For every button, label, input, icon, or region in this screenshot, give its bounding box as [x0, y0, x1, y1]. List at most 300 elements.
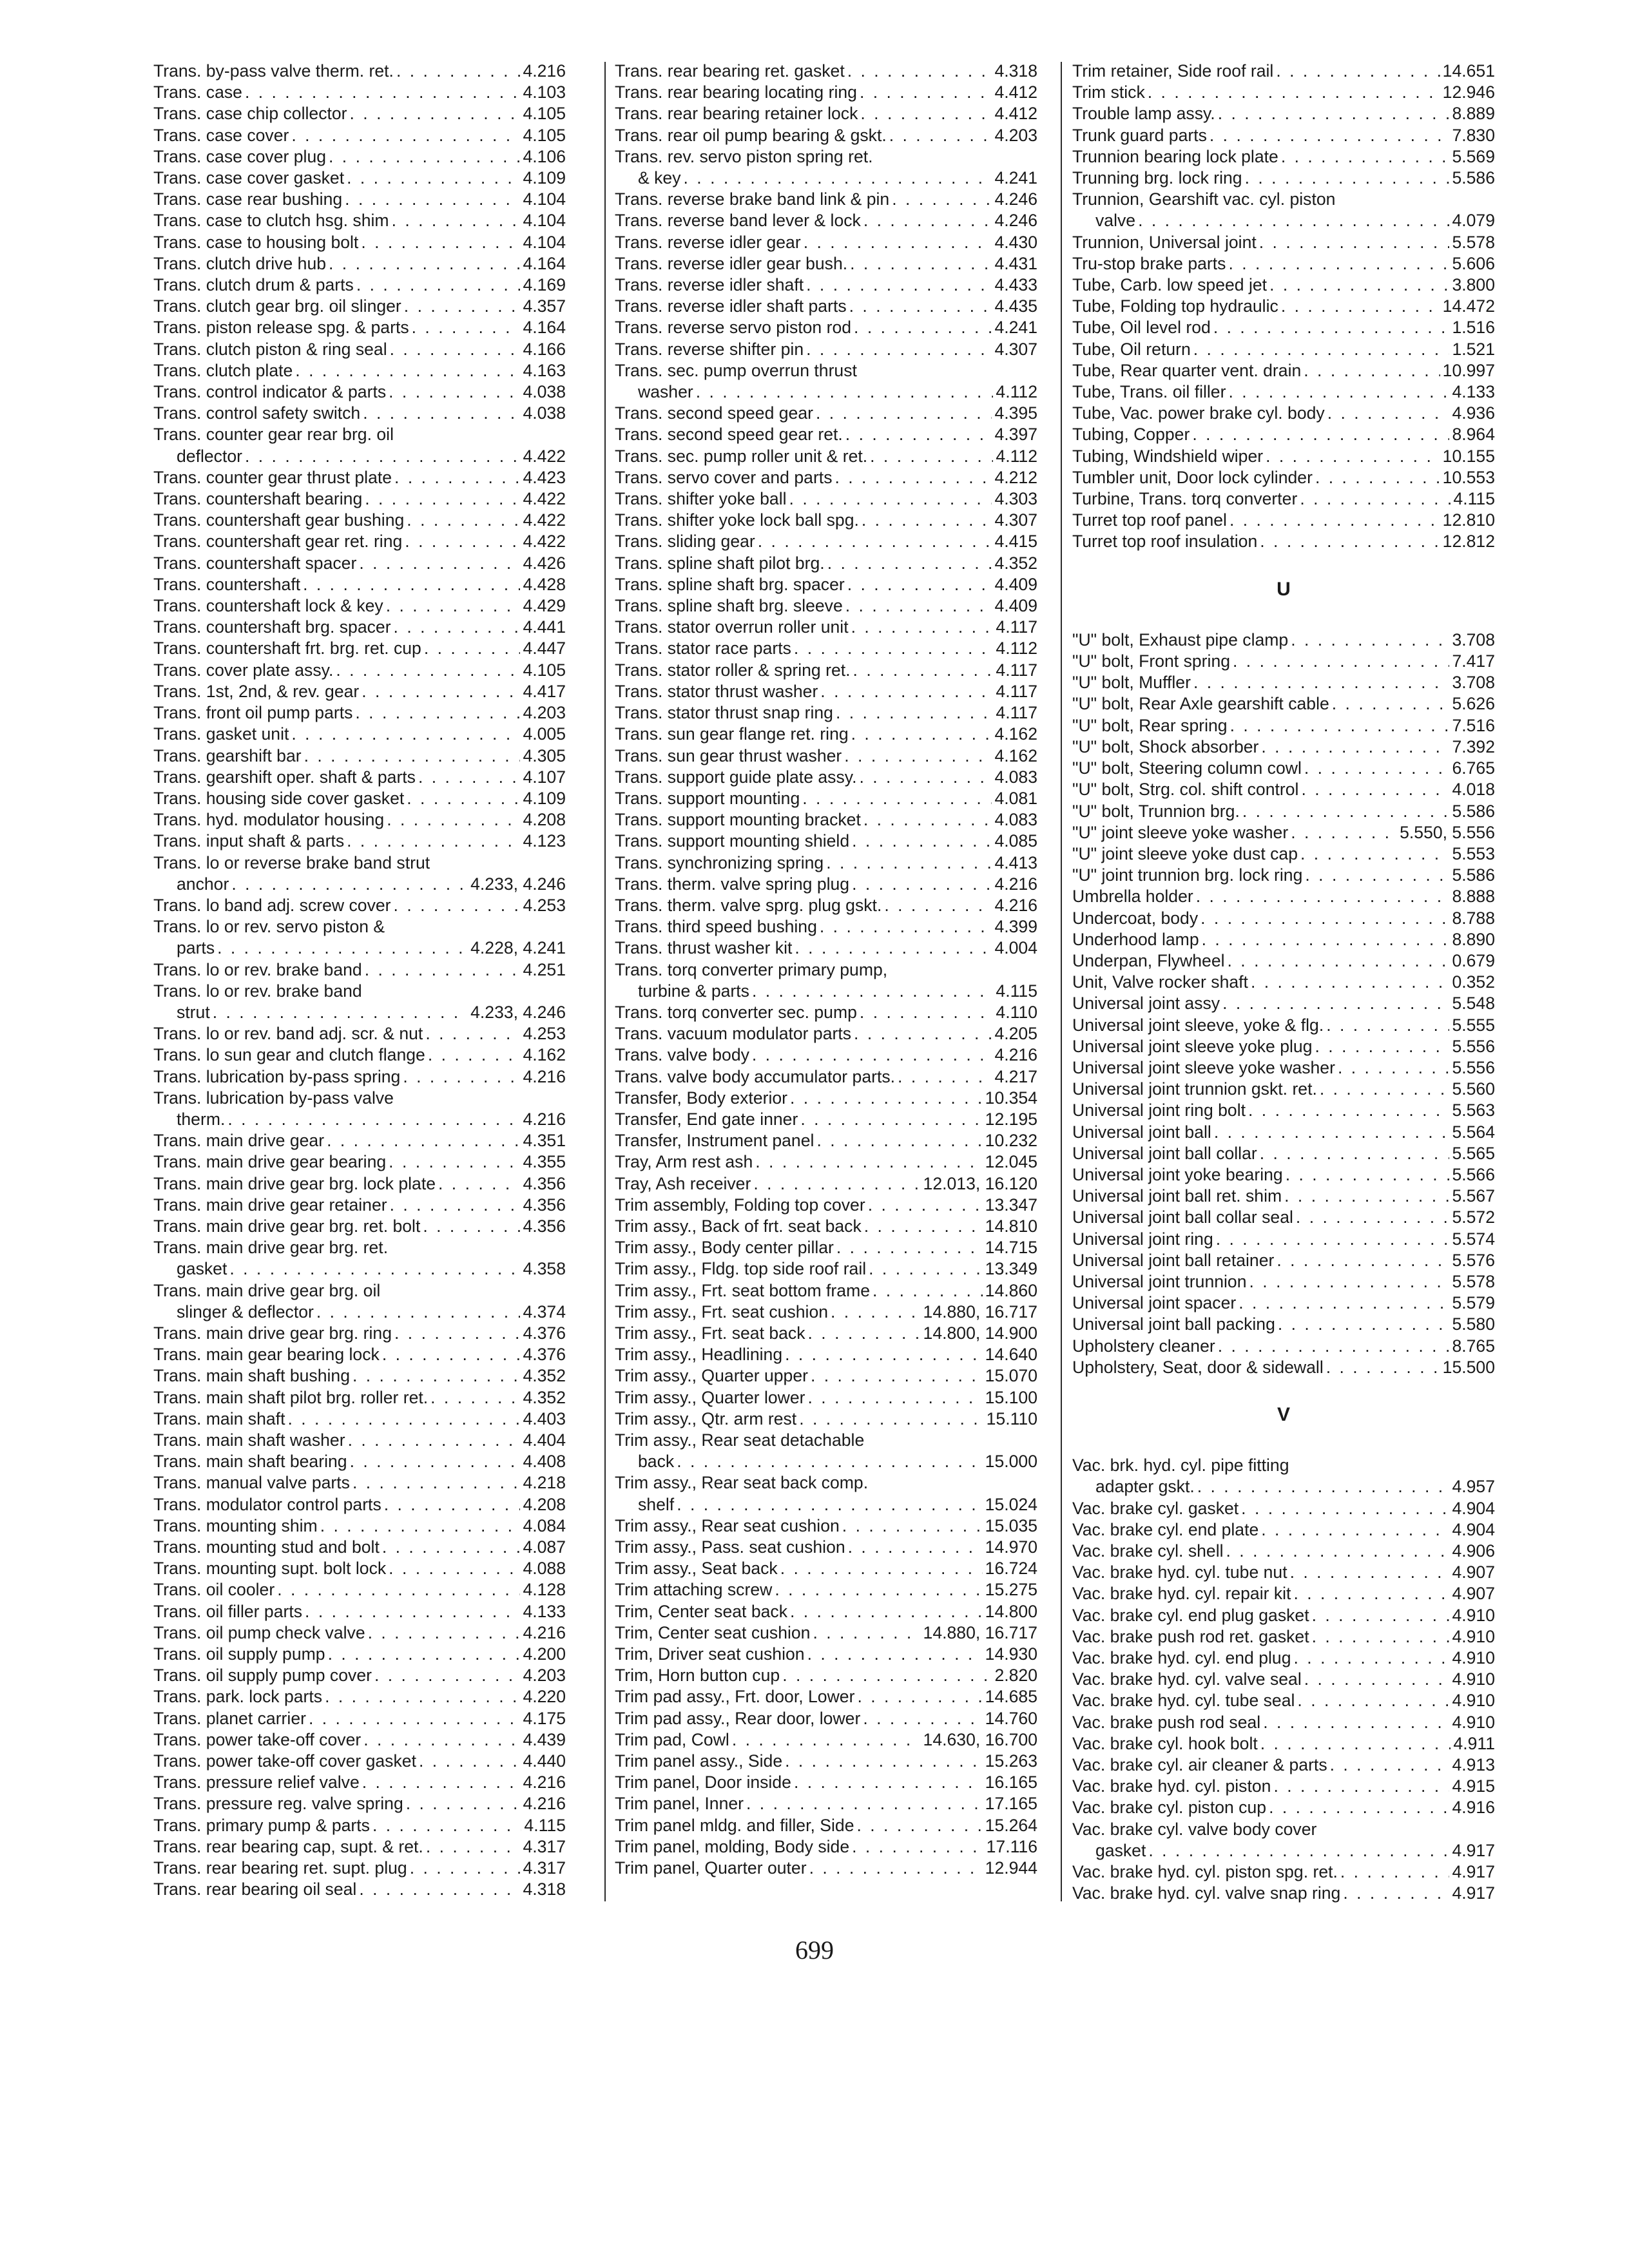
entry-name: Vac. brake hyd. cyl. piston	[1072, 1776, 1271, 1796]
index-entry	[615, 788, 1037, 809]
dot-leader	[1218, 1336, 1450, 1357]
index-entry	[615, 253, 1037, 274]
entry-name: Turbine, Trans. torq converter	[1072, 489, 1298, 509]
entry-page-ref: 4.212	[994, 467, 1037, 487]
index-entry	[153, 702, 566, 724]
index-entry	[615, 1237, 1037, 1258]
index-entry	[153, 617, 566, 638]
index-entry	[615, 1023, 1037, 1044]
index-entry	[153, 1622, 566, 1644]
entry-page-ref: 4.166	[523, 339, 566, 359]
dot-leader	[305, 1601, 520, 1622]
index-entry	[615, 660, 1037, 681]
entry-page-ref: 4.408	[523, 1452, 566, 1472]
dot-leader	[428, 1044, 521, 1066]
index-entry	[615, 232, 1037, 253]
entry-name: Trim assy., Back of frt. seat back	[615, 1216, 862, 1236]
index-entry	[153, 1793, 566, 1814]
entry-page-ref: 8.788	[1452, 908, 1495, 928]
entry-page-ref: 4.358	[523, 1259, 566, 1279]
entry-name: Trim assy., Qtr. arm rest	[615, 1408, 797, 1428]
index-entry	[1072, 1293, 1495, 1314]
entry-name: Trans. gearshift bar	[153, 745, 302, 765]
index-entry	[1072, 1250, 1495, 1271]
entry-page-ref: 4.105	[523, 125, 566, 145]
index-entry	[153, 595, 566, 617]
dot-leader	[348, 1430, 521, 1451]
entry-name: Turret top roof panel	[1072, 510, 1227, 530]
dot-leader	[382, 1344, 521, 1365]
index-entry	[615, 1002, 1037, 1023]
index-entry	[615, 852, 1037, 874]
entry-name: Trans. rear bearing oil seal	[153, 1879, 357, 1899]
entry-name: Trim, Driver seat cushion	[615, 1644, 805, 1664]
entry-page-ref: 4.246	[994, 189, 1037, 209]
index-entry	[153, 937, 566, 959]
index-entry	[615, 1258, 1037, 1280]
index-entry	[153, 1023, 566, 1044]
index-entry	[615, 1344, 1037, 1365]
dot-leader	[782, 1665, 992, 1686]
entry-page-ref: 4.216	[523, 1794, 566, 1814]
dot-leader	[785, 1751, 983, 1772]
index-entry	[615, 724, 1037, 745]
index-entry	[153, 146, 566, 168]
entry-name: Transfer, Instrument panel	[615, 1131, 815, 1151]
dot-leader	[831, 1302, 921, 1323]
entry-page-ref: 4.910	[1452, 1712, 1495, 1732]
index-entry	[153, 1365, 566, 1387]
entry-name: "U" bolt, Exhaust pipe clamp	[1072, 629, 1289, 649]
entry-name: "U" bolt, Muffler	[1072, 673, 1191, 693]
entry-page-ref: 10.354	[985, 1088, 1037, 1108]
entry-page-ref: 4.906	[1452, 1541, 1495, 1561]
entry-name: Tube, Rear quarter vent. drain	[1072, 360, 1302, 380]
dot-leader	[1315, 467, 1440, 488]
dot-leader	[389, 1151, 520, 1173]
dot-leader	[863, 1708, 982, 1729]
dot-leader	[790, 1088, 983, 1109]
entry-name: "U" bolt, Rear Axle gearshift cable	[1072, 694, 1329, 714]
entry-name: Trans. gasket unit	[153, 724, 289, 744]
entry-name: Trans. 1st, 2nd, & rev. gear	[153, 681, 360, 701]
entry-page-ref: 5.586	[1452, 168, 1495, 188]
entry-name: Tumbler unit, Door lock cylinder	[1072, 467, 1313, 487]
entry-name: Trans. by-pass valve therm. ret.	[153, 61, 394, 81]
entry-name: Universal joint ball collar	[1072, 1143, 1257, 1163]
entry-name: Trans. rear bearing cap, supt. & ret.	[153, 1836, 423, 1856]
index-entry	[615, 488, 1037, 510]
dot-leader	[752, 981, 993, 1002]
entry-name: Trim assy., Frt. seat back	[615, 1323, 805, 1343]
entry-page-ref: 4.251	[523, 959, 566, 979]
index-entry	[153, 1515, 566, 1537]
entry-page-ref: 4.351	[523, 1131, 566, 1151]
dot-leader	[732, 1729, 921, 1751]
index-entry	[1072, 168, 1495, 189]
entry-page-ref: 4.105	[523, 660, 566, 680]
entry-name: Trans. case	[153, 82, 242, 102]
index-entry	[615, 210, 1037, 231]
index-entry	[615, 82, 1037, 103]
dot-leader	[1210, 125, 1450, 146]
index-entry	[153, 381, 566, 403]
index-entry	[1072, 1583, 1495, 1604]
entry-name: Undercoat, body	[1072, 908, 1199, 928]
entry-page-ref: 7.417	[1452, 651, 1495, 671]
index-entry	[615, 1066, 1037, 1088]
index-entry	[153, 1879, 566, 1900]
index-entry	[153, 1430, 566, 1451]
index-entry	[1072, 103, 1495, 124]
entry-name: Trans. main drive gear	[153, 1131, 325, 1151]
dot-leader	[1260, 531, 1440, 552]
entry-page-ref: 4.431	[994, 253, 1037, 273]
index-entry-heading: Trunnion, Gearshift vac. cyl. piston	[1072, 189, 1336, 209]
dot-leader	[231, 874, 468, 895]
entry-page-ref: 15.110	[986, 1408, 1037, 1428]
dot-leader	[1242, 801, 1450, 822]
entry-name: Universal joint ball retainer	[1072, 1250, 1275, 1270]
index-entry	[1072, 1712, 1495, 1733]
dot-leader	[355, 702, 520, 724]
entry-page-ref: 4.352	[523, 1366, 566, 1386]
entry-name: Trans. countershaft frt. brg. ret. cup	[153, 639, 421, 658]
entry-page-ref: 17.165	[985, 1794, 1037, 1814]
entry-name: Trans. clutch piston & ring seal	[153, 339, 387, 359]
index-entry	[1072, 1626, 1495, 1648]
index-entry	[615, 702, 1037, 724]
index-entry	[1072, 1562, 1495, 1583]
index-entry	[615, 1494, 1037, 1515]
entry-name: Universal joint ball collar seal	[1072, 1207, 1293, 1227]
index-entry	[153, 296, 566, 317]
entry-page-ref: 15.264	[985, 1815, 1037, 1835]
dot-leader	[1229, 510, 1440, 531]
entry-name: Trans. pressure reg. valve spring	[153, 1794, 403, 1814]
entry-page-ref: 4.917	[1452, 1862, 1495, 1882]
index-entry	[153, 1387, 566, 1408]
index-entry	[1072, 61, 1495, 82]
entry-page-ref: 4.910	[1452, 1626, 1495, 1646]
entry-page-ref: 15.035	[985, 1515, 1037, 1535]
entry-page-ref: 15.000	[985, 1452, 1037, 1472]
index-entry	[1072, 1754, 1495, 1776]
index-entry	[615, 1537, 1037, 1558]
index-entry	[153, 125, 566, 146]
index-entry	[1072, 801, 1495, 822]
index-entry	[615, 317, 1037, 338]
entry-name: Trans. case to clutch hsg. shim	[153, 211, 389, 231]
index-entry	[1072, 488, 1495, 510]
dot-leader	[851, 724, 992, 745]
dot-leader	[1138, 210, 1449, 231]
entry-name: Trans. manual valve parts	[153, 1473, 350, 1493]
entry-page-ref: 4.246	[994, 211, 1037, 231]
entry-page-ref: 14.472	[1442, 296, 1495, 316]
index-entry	[1072, 1605, 1495, 1626]
index-entry	[1072, 993, 1495, 1014]
index-entry	[615, 1173, 1037, 1195]
entry-name: Trans. countershaft lock & key	[153, 596, 383, 616]
dot-leader	[424, 638, 521, 659]
entry-page-ref: 8.888	[1452, 887, 1495, 907]
entry-page-ref: 4.307	[994, 339, 1037, 359]
dot-leader	[851, 617, 994, 638]
dot-leader	[1290, 1562, 1450, 1583]
index-entry	[1072, 1476, 1495, 1497]
dot-leader	[696, 381, 994, 403]
index-entry	[153, 1751, 566, 1772]
index-entry	[153, 1066, 566, 1088]
entry-name: Trans. synchronizing spring	[615, 852, 824, 872]
entry-name: Trim assembly, Folding top cover	[615, 1195, 865, 1215]
entry-name: Trim attaching screw	[615, 1580, 773, 1600]
dot-leader	[836, 702, 993, 724]
entry-page-ref: 13.347	[985, 1195, 1037, 1215]
dot-leader	[245, 82, 520, 103]
dot-leader	[329, 146, 520, 168]
entry-page-ref: 4.115	[1453, 489, 1495, 509]
entry-page-ref: 4.203	[994, 125, 1037, 145]
entry-name: Transfer, End gate inner	[615, 1109, 798, 1129]
entry-name: Universal joint ring bolt	[1072, 1100, 1246, 1120]
entry-page-ref: 4.088	[523, 1559, 566, 1579]
entry-page-ref: 4.397	[994, 425, 1037, 445]
entry-name: Trans. countershaft brg. spacer	[153, 617, 391, 637]
index-column-1	[153, 61, 566, 1900]
entry-name: Vac. brake hyd. cyl. piston spg. ret.	[1072, 1862, 1338, 1882]
dot-leader	[820, 681, 993, 702]
entry-name: Trans. therm. valve sprg. plug gskt.	[615, 895, 882, 915]
index-entry	[153, 210, 566, 231]
entry-name: anchor	[177, 874, 229, 894]
index-entry	[153, 895, 566, 916]
entry-name: Upholstery, Seat, door & sidewall	[1072, 1357, 1324, 1377]
entry-name: Trans. thrust washer kit	[615, 938, 793, 958]
entry-name: Trans. main drive gear brg. ret. bolt	[153, 1216, 421, 1236]
entry-name: Trim pad, Cowl	[615, 1729, 729, 1749]
entry-name: Trans. reverse servo piston rod	[615, 318, 852, 338]
index-entry	[1072, 950, 1495, 972]
entry-page-ref: 4.083	[994, 810, 1037, 830]
index-entry	[615, 125, 1037, 146]
index-entry	[153, 1729, 566, 1751]
dot-leader	[1222, 993, 1449, 1014]
entry-page-ref: 4.208	[523, 1494, 566, 1514]
dot-leader	[870, 446, 993, 467]
index-entry-heading: Trans. rev. servo piston spring ret.	[615, 146, 873, 166]
entry-name: Trans. therm. valve spring plug	[615, 874, 850, 894]
index-entry	[1072, 1036, 1495, 1057]
entry-page-ref: 4.441	[523, 617, 566, 637]
dot-leader	[1304, 1669, 1450, 1690]
dot-leader	[374, 1665, 520, 1686]
entry-name: Trans. shifter yoke lock ball spg.	[615, 510, 859, 530]
index-entry	[1072, 908, 1495, 929]
dot-leader	[863, 210, 992, 231]
entry-name: "U" bolt, Trunnion brg.	[1072, 801, 1240, 821]
dot-leader	[857, 1686, 982, 1707]
index-entry	[153, 1109, 566, 1130]
dot-leader	[847, 61, 992, 82]
dot-leader	[1260, 1143, 1450, 1164]
dot-leader	[227, 1109, 520, 1130]
entry-name: Trans. main gear bearing lock	[153, 1345, 380, 1365]
entry-page-ref: 15.275	[985, 1580, 1037, 1600]
entry-name: Universal joint sleeve, yoke & flg.	[1072, 1015, 1324, 1035]
index-entry	[615, 1302, 1037, 1323]
dot-leader	[1320, 1079, 1450, 1100]
dot-leader	[1312, 1605, 1450, 1626]
entry-name: Universal joint spacer	[1072, 1293, 1237, 1313]
dot-leader	[1277, 1250, 1449, 1271]
entry-name: Trunnion bearing lock plate	[1072, 146, 1278, 166]
entry-page-ref: 14.880, 16.717	[923, 1622, 1037, 1642]
index-entry	[1072, 1498, 1495, 1519]
dot-leader	[1291, 629, 1449, 651]
dot-leader	[1233, 651, 1449, 672]
dot-leader	[836, 1237, 983, 1258]
dot-leader	[795, 937, 992, 959]
index-entry	[615, 1151, 1037, 1173]
entry-page-ref: 4.422	[523, 510, 566, 530]
entry-page-ref: 4.228, 4.241	[470, 938, 566, 958]
dot-leader	[758, 531, 992, 552]
index-entry	[615, 895, 1037, 916]
dot-leader	[394, 895, 521, 916]
entry-page-ref: 5.565	[1452, 1143, 1495, 1163]
index-entry	[153, 809, 566, 831]
dot-leader	[291, 125, 520, 146]
entry-page-ref: 5.556	[1452, 1057, 1495, 1077]
index-entry	[1072, 125, 1495, 146]
entry-page-ref: 4.435	[994, 296, 1037, 316]
entry-page-ref: 4.084	[523, 1515, 566, 1535]
entry-page-ref: 14.760	[985, 1708, 1037, 1728]
index-entry	[153, 488, 566, 510]
entry-page-ref: 4.422	[523, 446, 566, 466]
entry-name: Trunnion, Universal joint	[1072, 232, 1257, 252]
entry-name: Vac. brake cyl. gasket	[1072, 1498, 1239, 1518]
entry-name: Trans. valve body	[615, 1045, 749, 1065]
entry-name: Tube, Carb. low speed jet	[1072, 275, 1268, 295]
entry-name: Trim stick	[1072, 82, 1145, 102]
entry-name: Trans. planet carrier	[153, 1708, 306, 1728]
entry-name: Trans. vacuum modulator parts	[615, 1024, 852, 1044]
dot-leader	[328, 1644, 521, 1665]
entry-page-ref: 4.957	[1452, 1477, 1495, 1497]
entry-name: Trans. case chip collector	[153, 104, 347, 124]
entry-name: Trim panel, Inner	[615, 1794, 744, 1814]
entry-name: Universal joint trunnion	[1072, 1271, 1247, 1291]
index-entry	[153, 1858, 566, 1879]
dot-leader	[1326, 1015, 1449, 1036]
dot-leader	[755, 1151, 982, 1173]
dot-leader	[862, 510, 992, 531]
entry-name: Trans. lo sun gear and clutch flange	[153, 1045, 425, 1065]
entry-name: Vac. brake push rod ret. gasket	[1072, 1626, 1309, 1646]
dot-leader	[852, 1836, 984, 1858]
entry-page-ref: 13.349	[985, 1259, 1037, 1279]
index-entry	[153, 61, 566, 82]
entry-page-ref: 4.907	[1452, 1584, 1495, 1604]
entry-name: Trim, Horn button cup	[615, 1666, 780, 1686]
index-entry	[615, 874, 1037, 895]
index-entry	[153, 339, 566, 360]
dot-leader	[852, 831, 992, 852]
entry-name: Trim assy., Quarter lower	[615, 1387, 805, 1407]
entry-name: Universal joint ball	[1072, 1122, 1211, 1142]
entry-page-ref: 4.422	[523, 489, 566, 509]
dot-leader	[1202, 929, 1450, 950]
entry-name: Trans. countershaft	[153, 574, 301, 594]
entry-page-ref: 12.946	[1442, 82, 1495, 102]
dot-leader	[752, 1044, 992, 1066]
entry-name: Trans. clutch drum & parts	[153, 275, 354, 295]
index-entry	[153, 103, 566, 124]
dot-leader	[864, 1216, 983, 1237]
index-entry	[153, 1644, 566, 1665]
dot-leader	[350, 1451, 521, 1472]
dot-leader	[1200, 908, 1449, 929]
entry-page-ref: 5.574	[1452, 1229, 1495, 1249]
entry-name: Trans. sun gear thrust washer	[615, 745, 842, 765]
index-entry	[153, 274, 566, 296]
entry-page-ref: 4.253	[523, 1024, 566, 1044]
entry-name: Umbrella holder	[1072, 887, 1193, 907]
entry-page-ref: 5.566	[1452, 1164, 1495, 1184]
entry-page-ref: 5.564	[1452, 1122, 1495, 1142]
entry-page-ref: 4.404	[523, 1430, 566, 1450]
entry-name: Trans. housing side cover gasket	[153, 788, 405, 808]
dot-leader	[789, 488, 992, 510]
dot-leader	[1214, 1122, 1450, 1143]
dot-leader	[394, 1323, 520, 1344]
index-entry-heading: Trans. counter gear rear brg. oil	[153, 425, 394, 445]
index-entry	[153, 1216, 566, 1237]
entry-name: Trans. case cover plug	[153, 146, 327, 166]
index-entry	[1072, 82, 1495, 103]
entry-name: Tube, Folding top hydraulic	[1072, 296, 1278, 316]
entry-name: Trans. main drive gear retainer	[153, 1195, 387, 1215]
index-entry	[1072, 693, 1495, 715]
entry-name: Universal joint ball packing	[1072, 1314, 1275, 1334]
dot-leader	[1245, 168, 1450, 189]
dot-leader	[229, 1258, 520, 1280]
index-entry	[615, 1088, 1037, 1109]
index-entry	[1072, 1519, 1495, 1541]
index-column-2	[615, 61, 1037, 1879]
index-entry	[153, 1344, 566, 1365]
entry-page-ref: 5.563	[1452, 1100, 1495, 1120]
page-number: 699	[795, 1936, 834, 1965]
entry-page-ref: 8.889	[1452, 104, 1495, 124]
index-entry	[153, 253, 566, 274]
dot-leader	[291, 724, 520, 745]
entry-name: & key	[638, 168, 681, 188]
dot-leader	[1263, 1712, 1449, 1733]
index-entry	[615, 274, 1037, 296]
entry-page-ref: 14.651	[1442, 61, 1495, 81]
entry-name: Trans. reverse idler shaft	[615, 275, 804, 295]
index-entry-heading: Vac. brake cyl. valve body cover	[1072, 1819, 1317, 1839]
entry-page-ref: 4.018	[1452, 780, 1495, 800]
index-entry	[615, 1365, 1037, 1387]
entry-page-ref: 4.005	[523, 724, 566, 744]
dot-leader	[1228, 950, 1450, 972]
entry-page-ref: 4.352	[523, 1387, 566, 1407]
